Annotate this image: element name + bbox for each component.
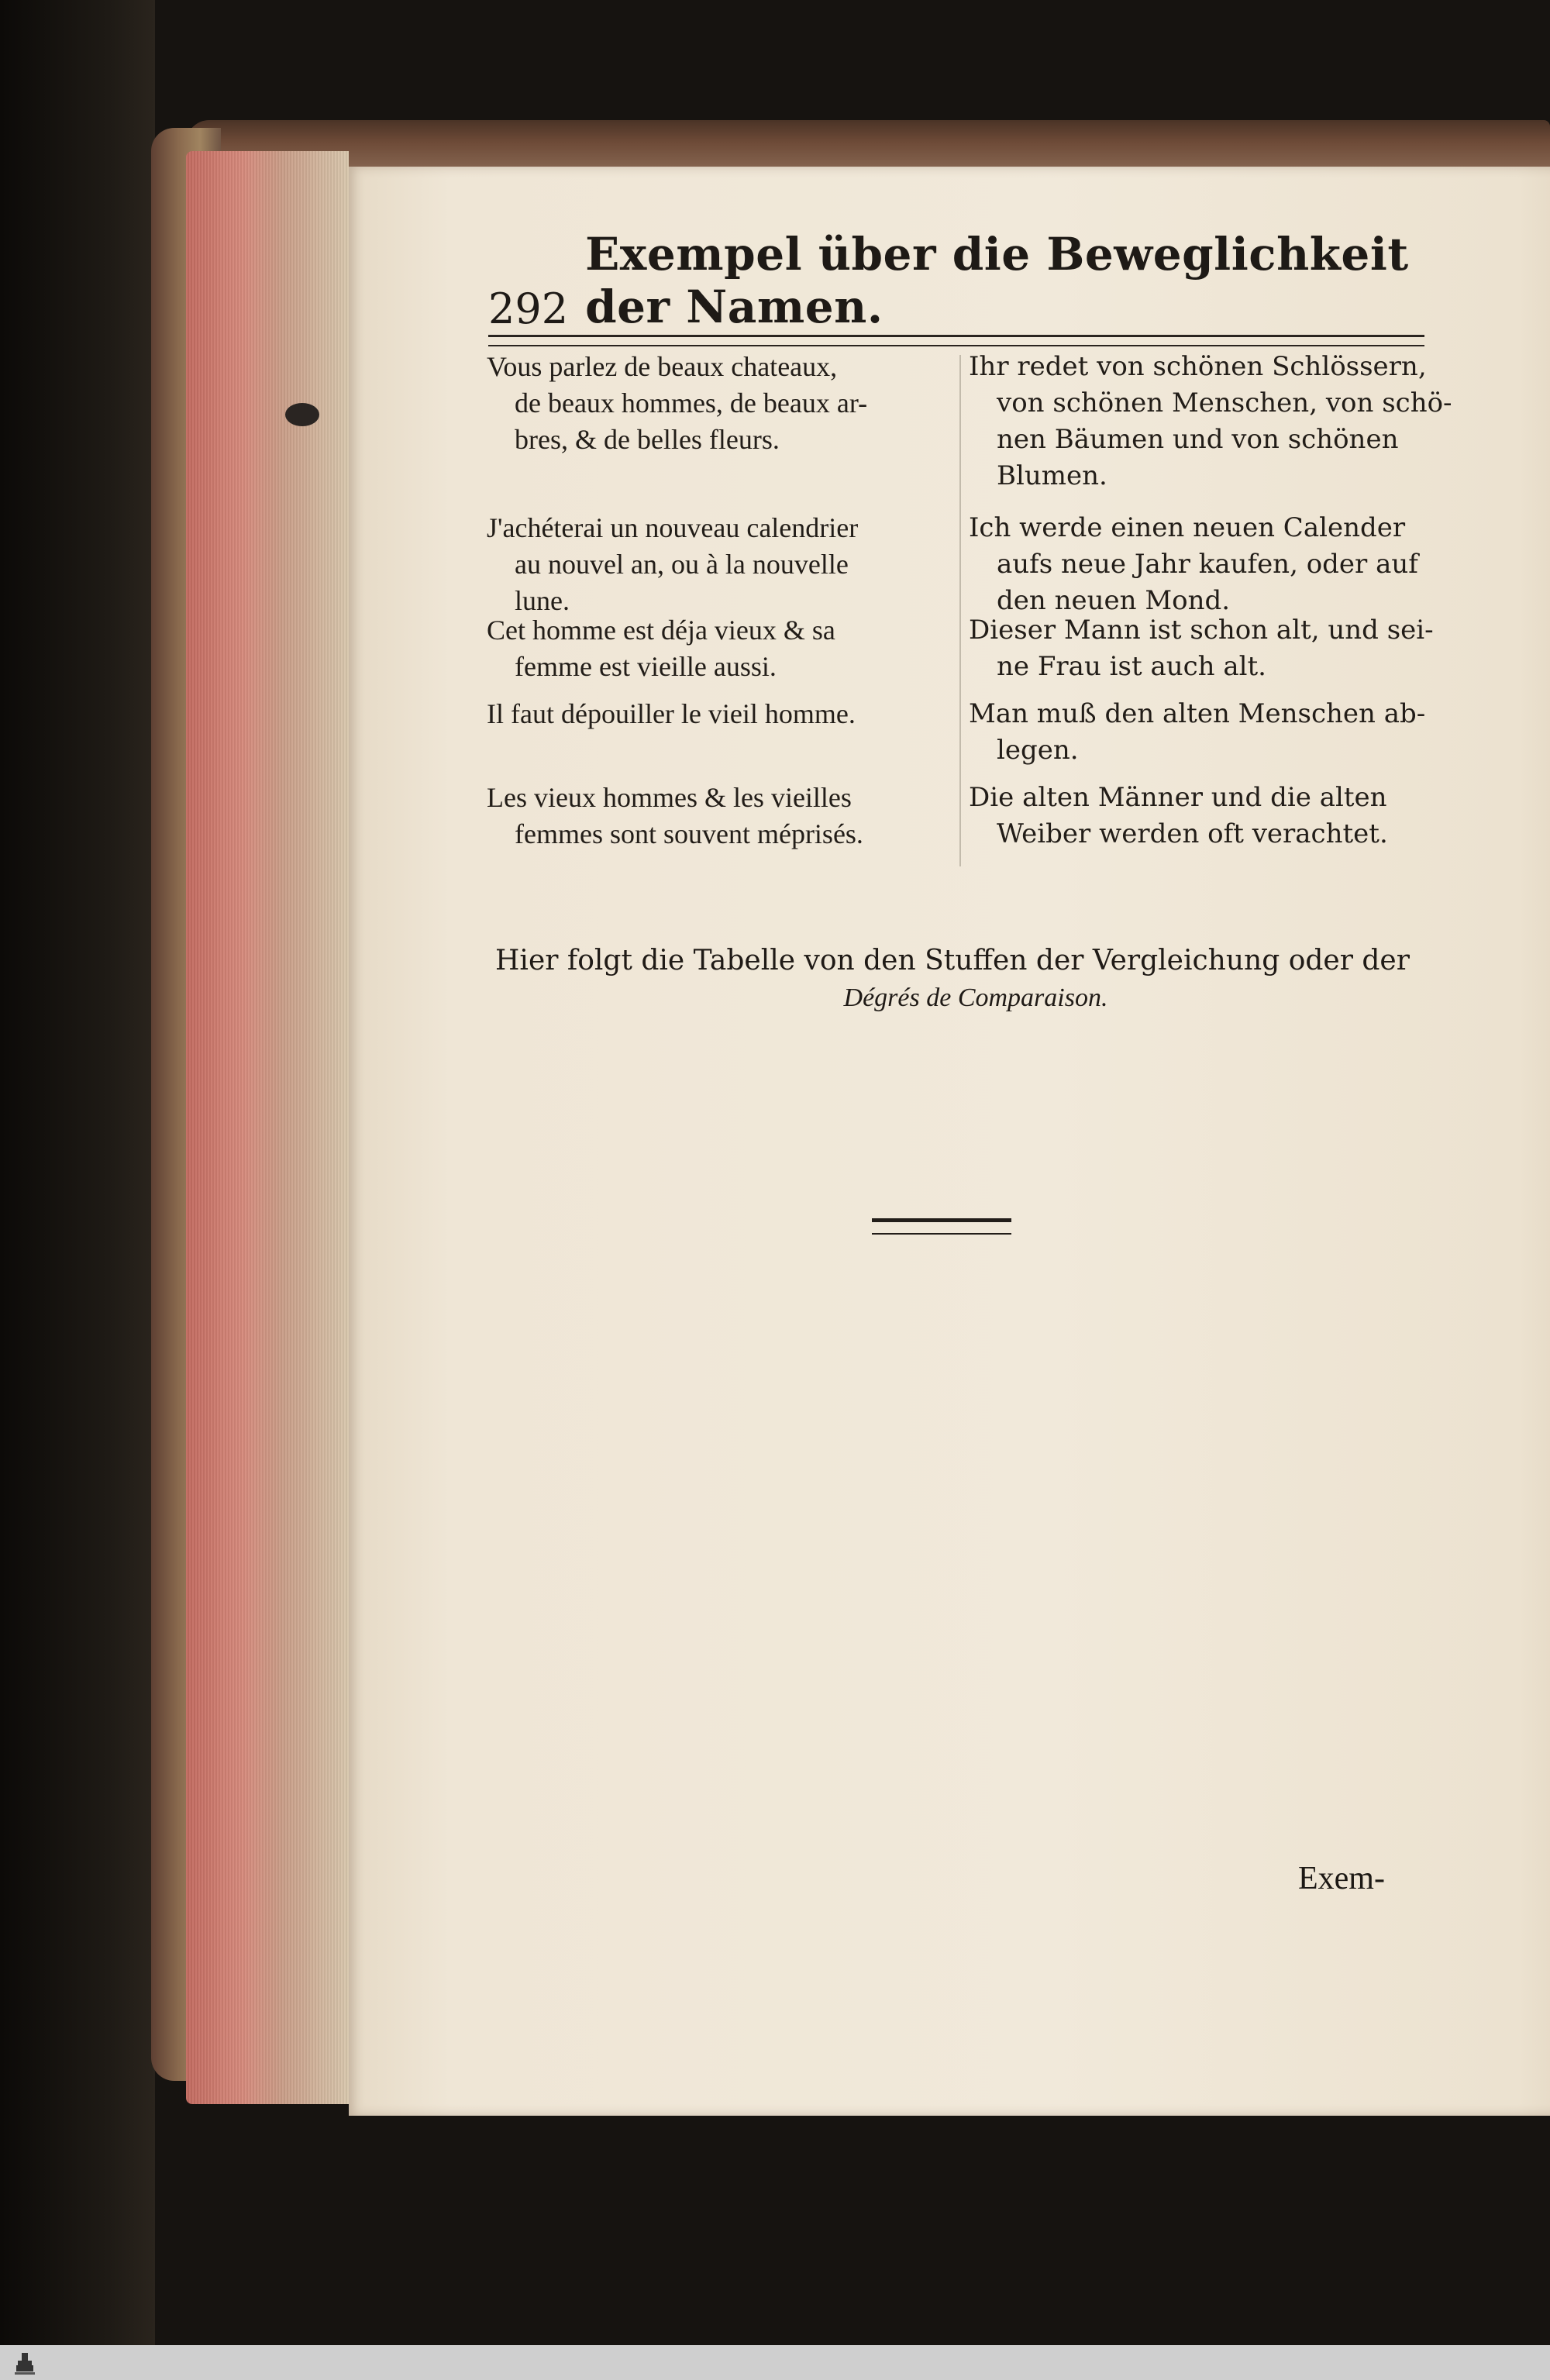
running-title: Exempel über die Beweglichkeit der Namen. — [585, 228, 1409, 333]
catchword: Exem- — [1298, 1861, 1385, 1896]
german-line: von schönen Menschen, von schö- — [997, 387, 1452, 418]
french-line: femmes sont souvent méprisés. — [515, 818, 863, 849]
french-line: bres, & de belles fleurs. — [515, 424, 780, 455]
french-line: Cet homme est déja vieux & sa — [487, 615, 835, 646]
french-line: Il faut dépouiller le vieil homme. — [487, 698, 856, 729]
french-line: J'achéterai un nouveau calendrier — [487, 512, 859, 543]
german-line: Ihr redet von schönen Schlössern, — [969, 351, 1427, 382]
table-note — [480, 942, 1424, 1016]
german-line: legen. — [997, 735, 1079, 766]
french-passage — [487, 696, 942, 732]
french-line: lune. — [515, 585, 570, 616]
french-line: femme est vieille aussi. — [515, 651, 777, 682]
german-line: Dieser Mann ist schon alt, und sei- — [969, 615, 1434, 646]
german-line: ne Frau ist auch alt. — [997, 651, 1266, 682]
parallel-text — [487, 349, 1452, 891]
german-line: Blumen. — [997, 460, 1107, 491]
french-line: Vous parlez de beaux chateaux, — [487, 351, 838, 382]
viewer-footer-bar — [0, 2345, 1550, 2380]
german-passage — [969, 349, 1452, 494]
german-line: Man muß den alten Menschen ab- — [969, 698, 1426, 729]
german-passage — [969, 780, 1424, 852]
german-passage — [969, 612, 1434, 685]
french-line: de beaux hommes, de beaux ar- — [515, 387, 868, 418]
page-header — [488, 228, 1422, 333]
french-passage — [487, 349, 942, 458]
german-line: nen Bäumen und von schönen — [997, 424, 1399, 455]
german-passage — [969, 696, 1424, 769]
table-note-french: Dégrés de Comparaison. — [843, 983, 1108, 1012]
ornament-rule — [872, 1218, 1011, 1235]
binding-hole — [285, 403, 319, 426]
german-passage — [969, 510, 1424, 619]
french-passage — [487, 612, 942, 685]
german-line: Weiber werden oft verachtet. — [997, 818, 1388, 849]
french-line: Les vieux hommes & les vieilles — [487, 782, 852, 813]
german-line: den neuen Mond. — [997, 585, 1231, 616]
french-passage — [487, 780, 942, 852]
german-line: Die alten Männer und die alten — [969, 782, 1387, 813]
page-edges — [186, 151, 349, 2104]
scan-background — [0, 0, 155, 2348]
french-passage — [487, 510, 942, 619]
french-line: au nouvel an, ou à la nouvelle — [515, 549, 849, 580]
german-line: aufs neue Jahr kaufen, oder auf — [997, 549, 1418, 580]
table-note-german: Hier folgt die Tabelle von den Stuffen der Vergleichung oder der — [495, 945, 1410, 976]
german-line: Ich werde einen neuen Calender — [969, 512, 1406, 543]
library-logo-icon — [9, 2348, 40, 2378]
page-number: 292 — [488, 284, 569, 333]
header-rule — [488, 335, 1424, 346]
